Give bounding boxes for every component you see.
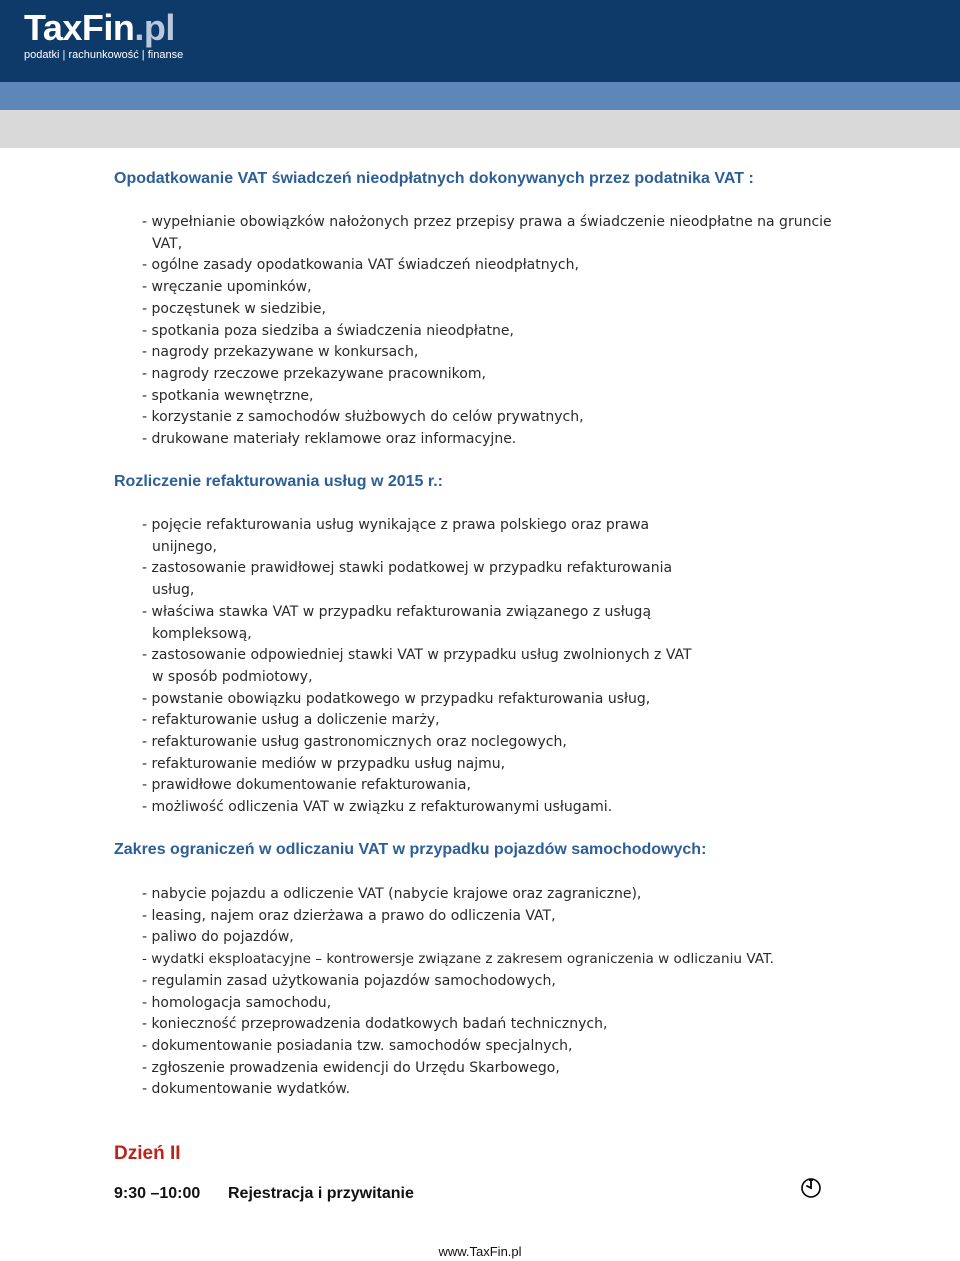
list-item: - konieczność przeprowadzenia dodatkowych badań technicznych, [142,1016,608,1033]
list-item: - spotkania wewnętrzne, [142,387,314,404]
section-heading-refakturowanie: Rozliczenie refakturowania usług w 2015 r.: [114,473,443,490]
section-list-refakturowanie [142,515,702,819]
list-item: - refakturowanie usług a doliczenie marży, [142,712,440,729]
taxfin-logo[interactable] [24,8,183,61]
list-item: - nabycie pojazdu a odliczenie VAT (nabycie krajowe oraz zagraniczne), [142,886,642,902]
list-item: - właściwa stawka VAT w przypadku refakturowania związanego z usługą kompleksową, [142,603,652,642]
list-item: - zastosowanie odpowiedniej stawki VAT w przypadku usług zwolnionych z VAT w sposób podmiotowy, [142,647,692,685]
list-item: - wydatki eksploatacyjne – kontrowersje związane z zakresem ograniczenia w odliczaniu VAT. [142,951,775,968]
list-item: - ogólne zasady opodatkowania VAT świadczeń nieodpłatnych, [142,257,579,274]
header-band [0,82,960,110]
list-item: - dokumentowanie posiadania tzw. samochodów specjalnych, [142,1037,573,1054]
list-item: - paliwo do pojazdów, [142,929,294,946]
list-item: - nagrody przekazywane w konkursach, [142,344,419,361]
list-item: - wręczanie upominków, [142,279,312,296]
list-item: - pojęcie refakturowania usług wynikające z prawa polskiego oraz prawa unijnego, [142,517,650,555]
list-item: - poczęstunek w siedzibie, [142,300,326,317]
schedule-time: 9:30 –10:00 [114,1185,201,1202]
logo-name [24,8,183,48]
list-item: - regulamin zasad użytkowania pojazdów samochodowych, [142,972,556,989]
list-item: - wypełnianie obowiązków nałożonych przez przepisy prawa a świadczenie nieodpłatne na gruncie VAT, [142,214,832,252]
list-item: - refakturowanie usług gastronomicznych oraz noclegowych, [142,734,567,751]
list-item: - homologacja samochodu, [142,994,332,1011]
footer-url[interactable]: www.TaxFin.pl [438,1244,522,1259]
schedule-row [114,1185,414,1203]
section-list-pojazdy [142,884,842,1101]
list-item: - zastosowanie prawidłowej stawki podatkowej w przypadku refakturowania usług, [142,560,673,599]
logo-name-main: TaxFin [24,7,135,48]
list-item: - refakturowanie mediów w przypadku usług najmu, [142,755,506,772]
list-item: - zgłoszenie prowadzenia ewidencji do Urzędu Skarbowego, [142,1059,560,1076]
schedule-event: Rejestracja i przywitanie [228,1185,414,1202]
list-item: - prawidłowe dokumentowanie refakturowania, [142,777,471,794]
list-item: - dokumentowanie wydatków. [142,1081,351,1098]
list-item: - leasing, najem oraz dzierżawa a prawo do odliczenia VAT, [142,907,556,924]
logo-name-suffix: .pl [134,7,175,48]
section-heading-vat-nieodplatne: Opodatkowanie VAT świadczeń nieodpłatnych dokonywanych przez podatnika VAT : [114,170,754,187]
list-item: - spotkania poza siedziba a świadczenia nieodpłatne, [142,322,514,339]
list-item: - powstanie obowiązku podatkowego w przypadku refakturowania usług, [142,690,651,707]
section-heading-pojazdy: Zakres ograniczeń w odliczaniu VAT w przypadku pojazdów samochodowych: [114,841,707,858]
list-item: - nagrody rzeczowe przekazywane pracownikom, [142,365,486,382]
list-item: - drukowane materiały reklamowe oraz informacyjne. [142,431,517,448]
header-grey-band [0,110,960,148]
list-item: - korzystanie z samochodów służbowych do celów prywatnych, [142,409,584,426]
logo-tagline: podatki | rachunkowość | finanse [24,49,184,61]
section-list-vat-nieodplatne [142,212,862,451]
list-item: - możliwość odliczenia VAT w związku z refakturowanymi usługami. [142,799,613,816]
clock-icon [800,1177,822,1199]
day-heading: Dzień II [114,1143,181,1164]
